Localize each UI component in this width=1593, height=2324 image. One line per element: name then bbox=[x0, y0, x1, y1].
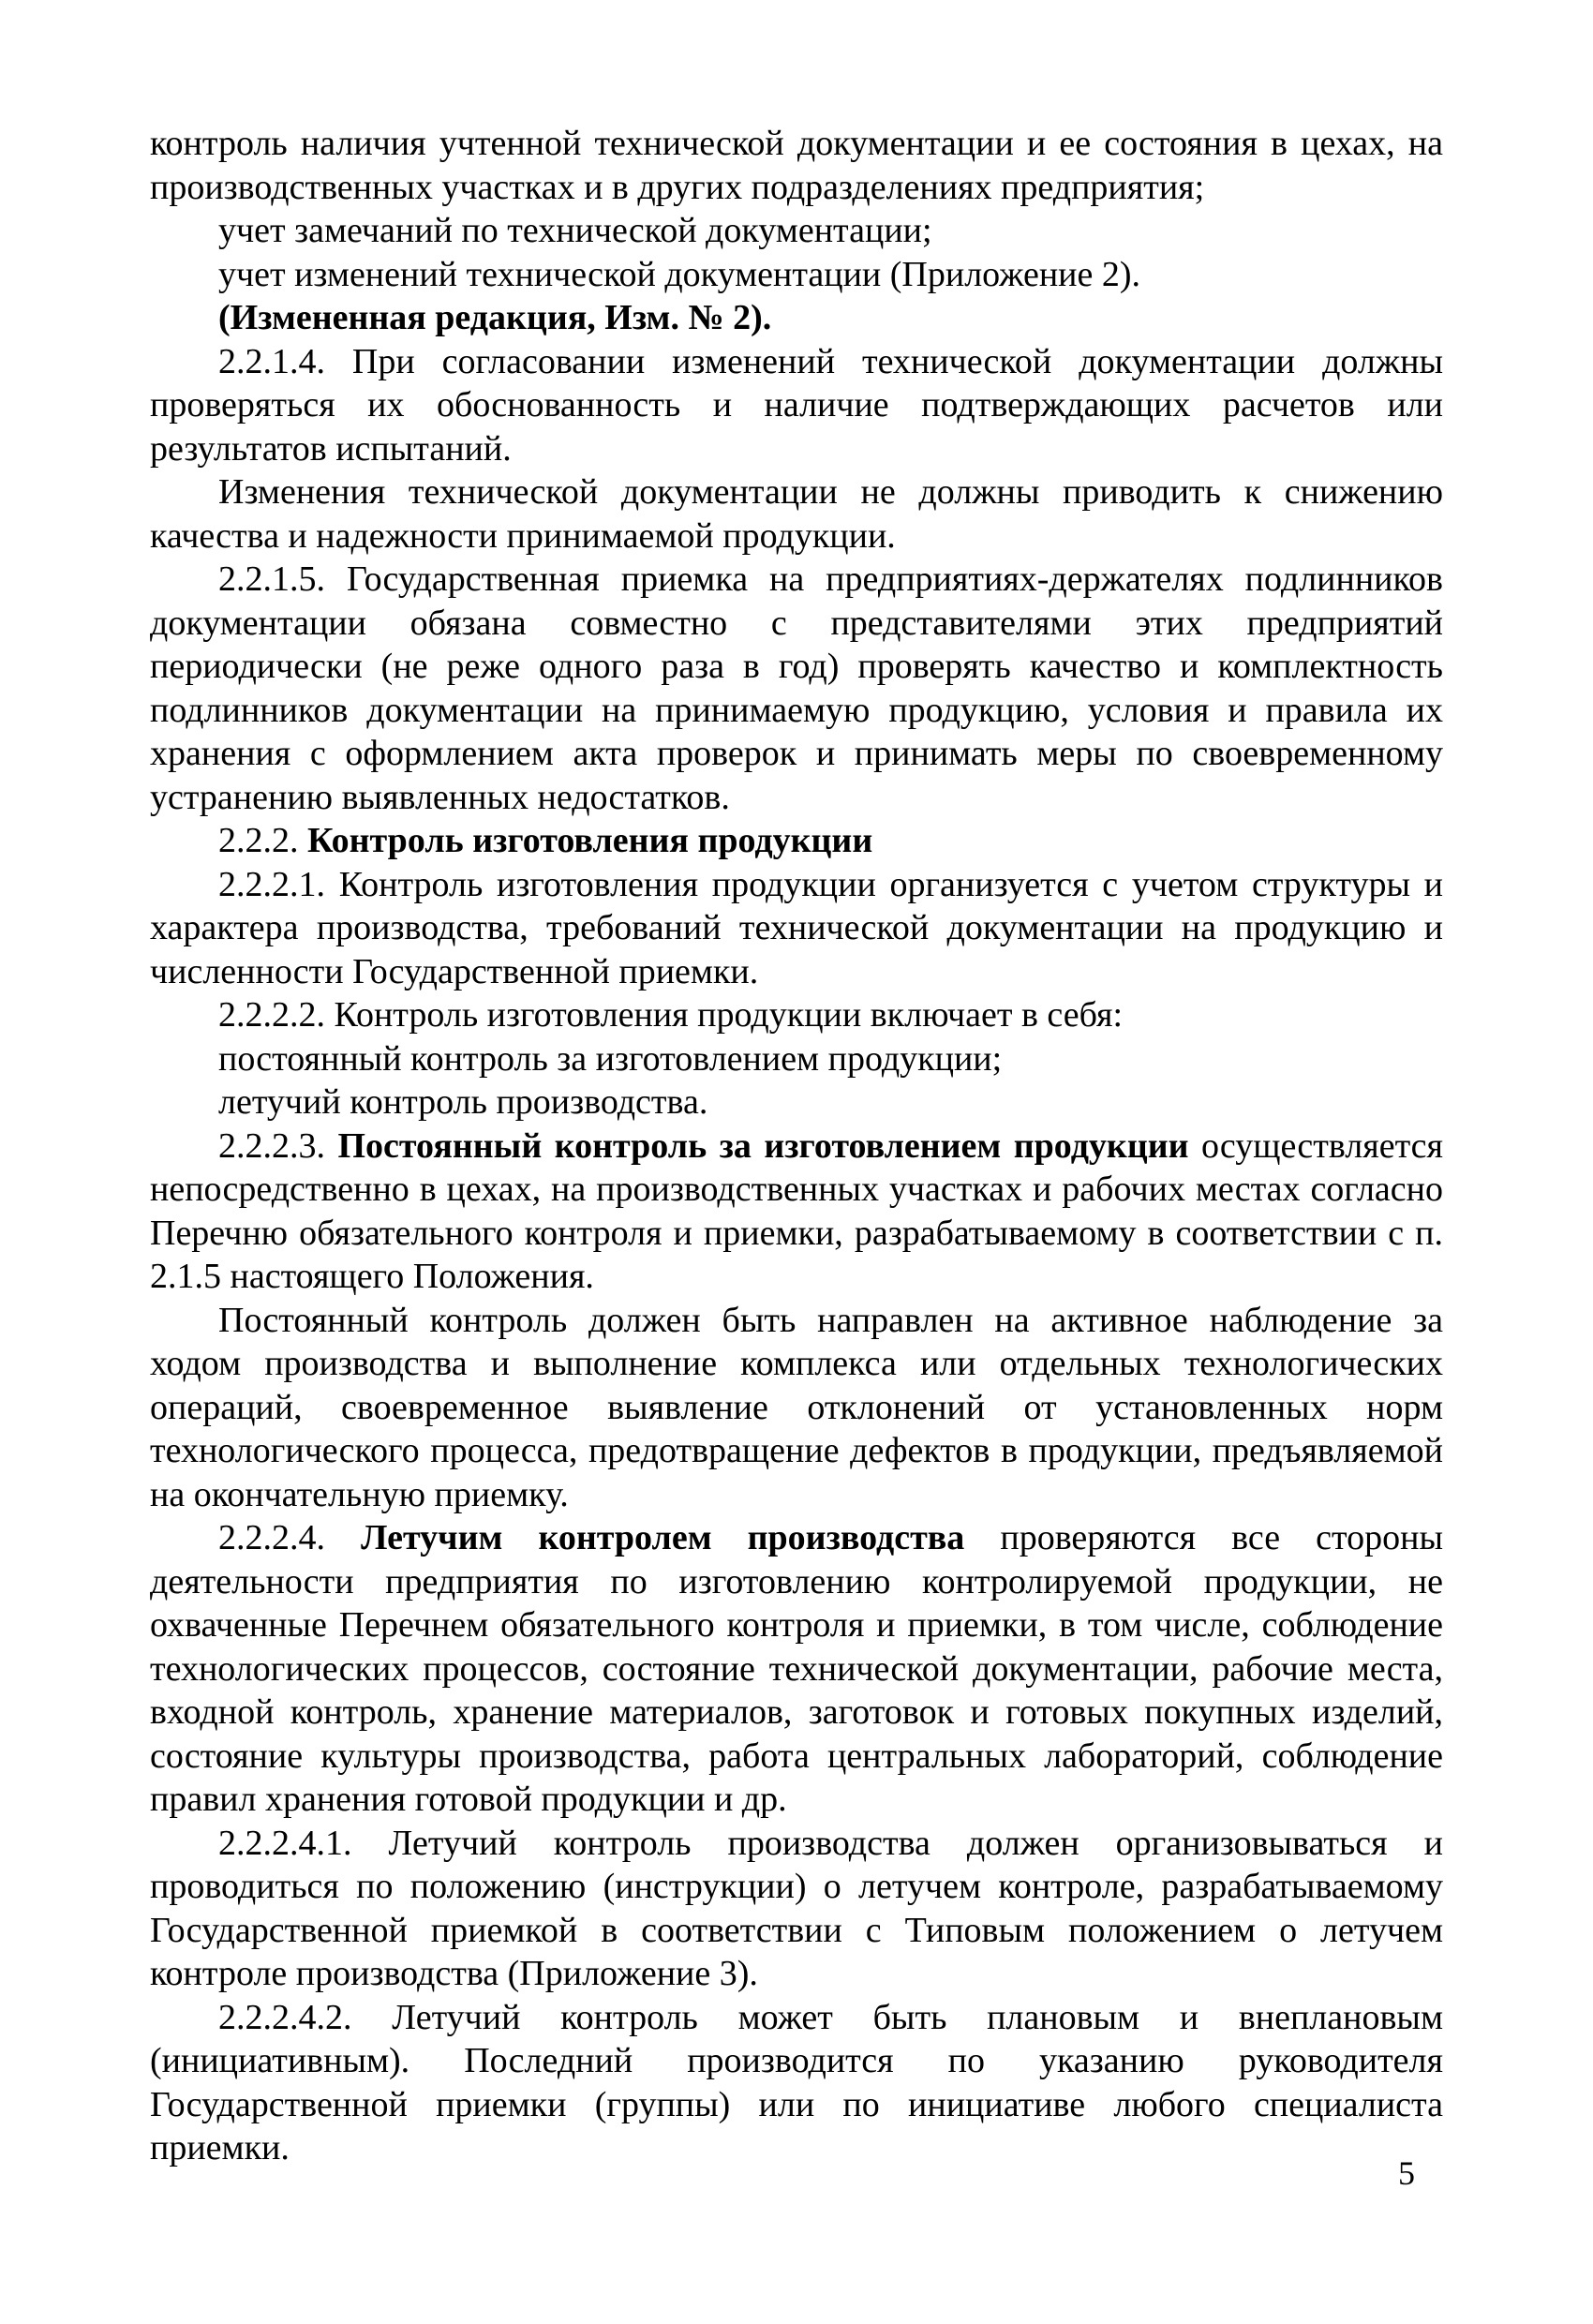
paragraph-constant-control-aim: Постоянный контроль должен быть направлен на активное наблюдение за ходом производства и выполнение комплекса или отдельных технологических операций, своевременное выявление отклонений от установленных норм технологического процесса, предотвращение дефектов в продукции, предъявляемой на окончательную приемку. bbox=[150, 1300, 1443, 1514]
section-title: Контроль изготовления продукции bbox=[307, 821, 873, 860]
list-item-constant-control: постоянный контроль за изготовлением продукции; bbox=[218, 1038, 1003, 1079]
paragraph-2-2-2-4-1: 2.2.2.4.1. Летучий контроль производства должен организовываться и проводиться по положению (инструкции) о летучем контроле, разрабатываемому Государственной приемкой в соответствии с Типовым положением о летучем контроле производства (Приложение 3). bbox=[150, 1823, 1443, 1993]
clause-number: 2.2.2.4. bbox=[218, 1518, 325, 1557]
paragraph-changes-quality: Изменения технической документации не должны приводить к снижению качества и надежности принимаемой продукции. bbox=[150, 472, 1443, 556]
clause-text: осуществляется непосредственно в цехах, на производственных участках и рабочих местах согласно Перечню обязательного контроля и приемки, разрабатываемому в соответствии с п. 2.1.5 настоящего Положения. bbox=[150, 1125, 1444, 1296]
paragraph-remarks-accounting: учет замечаний по технической документации; bbox=[218, 211, 932, 250]
paragraph-2-2-2-3 bbox=[150, 1125, 1443, 1299]
paragraph-2-2-1-4: 2.2.1.4. При согласовании изменений технической документации должны проверяться их обоснованность и наличие подтверждающих расчетов или результатов испытаний. bbox=[150, 341, 1443, 469]
list-item-flying-control: летучий контроль производства. bbox=[218, 1082, 708, 1122]
page-number: 5 bbox=[1398, 2154, 1415, 2192]
paragraph-control-presence: контроль наличия учтенной технической документации и ее состояния в цехах, на производственных участках и в других подразделениях предприятия; bbox=[150, 124, 1443, 207]
paragraph-2-2-2-2: 2.2.2.2. Контроль изготовления продукции включает в себя: bbox=[218, 995, 1124, 1035]
clause-number: 2.2.2.3. bbox=[218, 1125, 325, 1166]
edition-note: (Измененная редакция, Изм. № 2). bbox=[218, 298, 772, 337]
paragraph-2-2-1-5: 2.2.1.5. Государственная приемка на предприятиях-держателях подлинников документации обязана совместно с представителями этих предприятий периодически (не реже одного раза в год) проверять качество и комплектность подлинников документации на принимаемую продукцию, условия и правила их хранения с оформлением акта проверок и принимать меры по своевременному устранению выявленных недостатков. bbox=[150, 559, 1443, 817]
paragraph-changes-accounting: учет изменений технической документации (Приложение 2). bbox=[218, 254, 1141, 294]
clause-term: Летучим контролем производства bbox=[361, 1518, 965, 1557]
section-heading-2-2-2 bbox=[150, 819, 1443, 863]
clause-term: Постоянный контроль за изготовлением продукции bbox=[337, 1125, 1189, 1166]
paragraph-2-2-2-4 bbox=[150, 1516, 1443, 1822]
paragraph-2-2-2-1: 2.2.2.1. Контроль изготовления продукции организуется с учетом структуры и характера производства, требований технической документации на продукцию и численности Государственной приемки. bbox=[150, 864, 1443, 991]
paragraph-2-2-2-4-2: 2.2.2.4.2. Летучий контроль может быть плановым и внеплановым (инициативным). Последний производится по указанию руководителя Государственной приемки (группы) или по инициативе любого специалиста приемки. bbox=[150, 1997, 1443, 2168]
document-page bbox=[150, 122, 1443, 2277]
clause-text: проверяются все стороны деятельности предприятия по изготовлению контролируемой продукции, не охваченные Перечнем обязательного контроля и приемки, в том числе, соблюдение технологических процессов, состояние технической документации, рабочие места, входной контроль, хранение материалов, заготовок и готовых покупных изделий, состояние культуры производства, работа центральных лабораторий, соблюдение правил хранения готовой продукции и др. bbox=[150, 1518, 1443, 1819]
section-number: 2.2.2. bbox=[218, 821, 299, 860]
